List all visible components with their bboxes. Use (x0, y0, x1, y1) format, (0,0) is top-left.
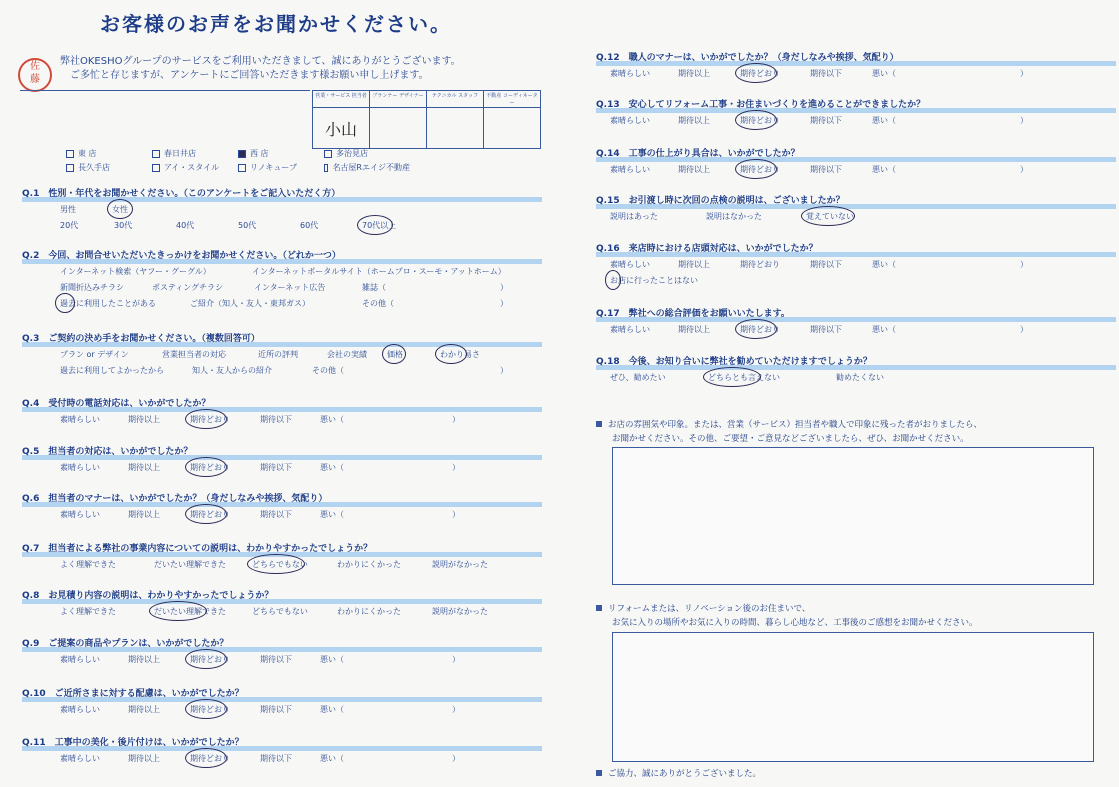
question-11 (22, 735, 542, 764)
answer-option[interactable]: 悪い（ (872, 260, 896, 269)
staff-header-planner: プランナー デザイナー (370, 91, 427, 108)
store-checkbox[interactable] (152, 148, 238, 159)
handwritten-circle-mark (247, 554, 305, 574)
comment-prompt-1-line-1: お店の雰囲気や印象。または、営業（サービス）担当者や職人で印象に残った者がおりましたら、 (608, 420, 983, 430)
answer-option[interactable]: 雑誌（ (362, 283, 386, 292)
answer-option[interactable]: 期待どおり (740, 260, 780, 269)
answer-option[interactable]: その他（ (362, 299, 394, 308)
checkbox-icon (152, 150, 160, 158)
store-checkbox[interactable] (324, 148, 410, 159)
option-row (22, 414, 542, 425)
closing-message (596, 767, 761, 779)
answer-option[interactable]: 悪い（ (320, 754, 344, 763)
answer-option[interactable]: 素晴らしい (610, 165, 650, 174)
question-label (22, 636, 542, 649)
question-label (596, 50, 1116, 63)
question-10 (22, 686, 542, 715)
checkbox-icon (324, 164, 328, 172)
question-text: Q.6 担当者のマナーは、いかがでしたか？（身だしなみや挨拶、気配り） (22, 494, 328, 504)
intro-line-1: 弊社OKESHOグループのサービスをご利用いただきまして、誠にありがとうございます。 (60, 56, 461, 67)
option-row (22, 349, 542, 360)
option-row (22, 559, 542, 570)
question-label (22, 331, 542, 344)
question-text: Q.15 お引渡し時に次回の点検の説明は、ございましたか？ (596, 196, 845, 206)
store-checkbox[interactable] (152, 162, 238, 173)
question-13 (596, 97, 1116, 126)
answer-option[interactable]: 期待どおり (190, 415, 230, 424)
question-16 (596, 241, 1116, 286)
answer-option[interactable]: インターネットポータルサイト（ホームプロ・スーモ・アットホーム） (252, 267, 506, 276)
answer-option[interactable]: ） (452, 510, 460, 519)
answer-option[interactable]: 悪い（ (872, 325, 896, 334)
answer-option[interactable]: ） (500, 299, 508, 308)
question-9 (22, 636, 542, 665)
question-text: Q.14 工事の仕上がり具合は、いかがでしたか？ (596, 149, 800, 159)
option-row (22, 704, 542, 715)
question-label (22, 396, 542, 409)
store-checkbox[interactable] (324, 162, 410, 173)
answer-option[interactable]: 悪い（ (320, 705, 344, 714)
checkbox-icon (152, 164, 160, 172)
answer-option[interactable]: わかりにくかった (337, 560, 401, 569)
store-label: リノキューブ (250, 163, 297, 172)
option-row (22, 753, 542, 764)
answer-option[interactable]: ご紹介（知人・友人・東邦ガス） (190, 299, 310, 308)
answer-option[interactable]: 新聞折込みチラシ (60, 283, 124, 292)
question-label (596, 354, 1116, 367)
question-text: Q.16 来店時における店頭対応は、いかがでしたか？ (596, 244, 818, 254)
stamp-char-top: 佐 (30, 61, 40, 72)
square-bullet-icon (596, 605, 602, 611)
checkbox-icon (238, 164, 246, 172)
answer-option[interactable]: 期待以上 (678, 69, 710, 78)
answer-option[interactable]: 期待どおり (190, 655, 230, 664)
answer-option[interactable]: 素晴らしい (60, 754, 100, 763)
option-row (596, 324, 1116, 335)
staff-header-technical: テクニカル スタッフ (427, 91, 484, 108)
answer-option[interactable]: ） (1020, 116, 1028, 125)
answer-option[interactable]: 期待以下 (260, 655, 292, 664)
answer-option[interactable]: 過去に利用したことがある (60, 299, 156, 308)
comment-prompt-2-line-2: お気に入りの場所やお気に入りの時間、暮らし心地など、工事後のご感想をお聞かせください。 (612, 618, 978, 628)
option-row (22, 654, 542, 665)
answer-option[interactable]: わかりにくかった (337, 607, 401, 616)
answer-option[interactable]: 男性 (60, 205, 76, 214)
handwritten-circle-mark (185, 504, 227, 524)
answer-option[interactable]: よく理解できた (60, 560, 116, 569)
store-list (66, 148, 410, 176)
checkbox-icon (66, 164, 74, 172)
comment-box-2[interactable] (612, 632, 1094, 762)
answer-option[interactable]: わかり易さ (440, 350, 480, 359)
option-row (22, 266, 542, 277)
option-row (22, 509, 542, 520)
question-text: Q.10 ご近所さまに対する配慮は、いかがでしたか？ (22, 689, 244, 699)
question-label (596, 146, 1116, 159)
option-row (22, 220, 542, 231)
answer-option[interactable]: 悪い（ (320, 415, 344, 424)
question-text: Q.17 弊社への総合評価をお願いいたします。 (596, 309, 790, 319)
option-row (22, 282, 542, 293)
staff-value-realestate[interactable] (484, 108, 541, 149)
answer-option[interactable]: 70代以上 (362, 221, 397, 230)
answer-option[interactable]: 素晴らしい (60, 705, 100, 714)
answer-option[interactable]: ） (1020, 260, 1028, 269)
answer-option[interactable]: 会社の実績 (327, 350, 367, 359)
store-label: 春日井店 (164, 149, 196, 158)
answer-option[interactable]: 期待以上 (128, 705, 160, 714)
handwritten-circle-mark (357, 215, 393, 235)
answer-option[interactable]: 50代 (238, 221, 257, 230)
answer-option[interactable]: ） (1020, 165, 1028, 174)
answer-option[interactable]: ポスティングチラシ (152, 283, 224, 292)
handwritten-circle-mark (735, 319, 777, 339)
question-text: Q.12 職人のマナーは、いかがでしたか？（身だしなみや挨拶、気配り） (596, 53, 899, 63)
handwritten-circle-mark (735, 63, 777, 83)
answer-option[interactable]: ） (452, 705, 460, 714)
answer-option[interactable]: 20代 (60, 221, 79, 230)
square-bullet-icon (596, 421, 602, 427)
option-row (596, 259, 1116, 270)
handwritten-circle-mark (185, 699, 227, 719)
question-17 (596, 306, 1116, 335)
answer-option[interactable]: 素晴らしい (610, 325, 650, 334)
answer-option[interactable]: 30代 (114, 221, 133, 230)
answer-option[interactable]: 素晴らしい (60, 655, 100, 664)
answer-option[interactable]: 過去に利用してよかったから (60, 366, 164, 375)
comment-prompt-1 (596, 418, 982, 430)
answer-option[interactable]: 期待以下 (260, 415, 292, 424)
question-label (22, 735, 542, 748)
answer-option[interactable]: 素晴らしい (610, 116, 650, 125)
answer-option[interactable]: 営業担当者の対応 (162, 350, 226, 359)
closing-text: ご協力、誠にありがとうございました。 (608, 769, 762, 779)
answer-option[interactable]: 悪い（ (872, 165, 896, 174)
question-label (596, 306, 1116, 319)
option-row (596, 115, 1116, 126)
handwritten-circle-mark (735, 110, 777, 130)
comment-prompt-1-line-2: お聞かせください。その他、ご要望・ご意見などございましたら、ぜひ、お聞かせください。 (612, 434, 969, 444)
answer-option[interactable]: 素晴らしい (610, 69, 650, 78)
answer-option[interactable]: 勧めたくない (836, 373, 884, 382)
answer-option[interactable]: よく理解できた (60, 607, 116, 616)
answer-option[interactable]: 期待以下 (260, 705, 292, 714)
handwritten-circle-mark (185, 649, 227, 669)
answer-option[interactable]: 悪い（ (320, 655, 344, 664)
answer-option[interactable]: 期待どおり (740, 116, 780, 125)
answer-option[interactable]: 女性 (112, 205, 128, 214)
comment-prompt-2 (596, 602, 810, 614)
answer-option[interactable]: 期待以上 (678, 325, 710, 334)
store-label: アイ・スタイル (164, 163, 220, 172)
answer-option[interactable]: ） (452, 415, 460, 424)
answer-option[interactable]: ） (1020, 325, 1028, 334)
answer-option[interactable]: インターネット広告 (254, 283, 326, 292)
answer-option[interactable]: 期待どおり (190, 510, 230, 519)
answer-option[interactable]: 期待以上 (128, 754, 160, 763)
answer-option[interactable]: 近所の評判 (258, 350, 298, 359)
square-bullet-icon (596, 770, 602, 776)
answer-option[interactable]: 期待どおり (740, 165, 780, 174)
answer-option[interactable]: ） (500, 283, 508, 292)
store-label: 東 店 (78, 149, 97, 158)
answer-option[interactable]: どちらでもない (252, 607, 308, 616)
question-text: Q.18 今後、お知り合いに弊社を勧めていただけますでしょうか？ (596, 357, 872, 367)
option-row (22, 606, 542, 617)
answer-option[interactable]: 悪い（ (320, 463, 344, 472)
question-label (22, 491, 542, 504)
answer-option[interactable]: 期待以上 (678, 165, 710, 174)
option-row (22, 204, 542, 215)
question-8 (22, 588, 542, 617)
answer-option[interactable]: 期待以上 (678, 260, 710, 269)
question-text: Q.2 今回、お問合せいただいたきっかけをお聞かせください。（どれか一つ） (22, 251, 341, 261)
answer-option[interactable]: 期待以下 (810, 325, 842, 334)
question-15 (596, 193, 1116, 222)
answer-option[interactable]: 説明がなかった (432, 607, 488, 616)
handwritten-circle-mark (703, 367, 761, 387)
answer-option[interactable]: どちらでもない (252, 560, 308, 569)
page-title: お客様のお声をお聞かせください。 (100, 12, 452, 36)
option-row (596, 372, 1116, 383)
answer-option[interactable]: 素晴らしい (60, 415, 100, 424)
answer-option[interactable]: 期待どおり (740, 69, 780, 78)
answer-option[interactable]: 期待以下 (810, 165, 842, 174)
answer-option[interactable]: 価格 (387, 350, 403, 359)
question-5 (22, 444, 542, 473)
answer-option[interactable]: 期待以下 (260, 510, 292, 519)
question-1 (22, 186, 542, 231)
answer-option[interactable]: 知人・友人からの紹介 (192, 366, 272, 375)
handwritten-circle-mark (435, 344, 467, 364)
question-6 (22, 491, 542, 520)
handwritten-circle-mark (107, 199, 133, 219)
question-label (596, 97, 1116, 110)
answer-option[interactable]: 期待以上 (128, 463, 160, 472)
answer-option[interactable]: 期待以下 (260, 754, 292, 763)
option-row (22, 462, 542, 473)
answer-option[interactable]: ） (452, 754, 460, 763)
answer-option[interactable]: 説明はあった (610, 212, 658, 221)
option-row (22, 365, 542, 376)
handwritten-circle-mark (382, 344, 406, 364)
answer-option[interactable]: 期待以上 (128, 510, 160, 519)
handwritten-circle-mark (185, 748, 227, 768)
answer-option[interactable]: 期待以下 (260, 463, 292, 472)
handwritten-circle-mark (55, 293, 75, 313)
option-row (596, 211, 1116, 222)
question-text: Q.4 受付時の電話対応は、いかがでしたか？ (22, 399, 211, 409)
staff-table (312, 90, 541, 149)
staff-header-realestate: 不動産 コーディネーター (484, 91, 541, 108)
answer-option[interactable]: 期待以下 (810, 116, 842, 125)
answer-option[interactable]: 悪い（ (872, 116, 896, 125)
question-18 (596, 354, 1116, 383)
answer-option[interactable]: ） (1020, 69, 1028, 78)
question-text: Q.13 安心してリフォーム工事・お住まいづくりを進めることができましたか？ (596, 100, 926, 110)
handwritten-circle-mark (605, 270, 621, 290)
answer-option[interactable]: 期待どおり (190, 463, 230, 472)
question-text: Q.9 ご提案の商品やプランは、いかがでしたか？ (22, 639, 229, 649)
store-checkbox[interactable] (66, 148, 152, 159)
answer-option[interactable]: 素晴らしい (610, 260, 650, 269)
question-text: Q.1 性別・年代をお聞かせください。（このアンケートをご記入いただく方） (22, 189, 341, 199)
answer-option[interactable]: 40代 (176, 221, 195, 230)
handwritten-circle-mark (735, 159, 777, 179)
question-3 (22, 331, 542, 376)
name-line (20, 90, 310, 91)
question-text: Q.3 ご契約の決め手をお聞かせください。（複数回答可） (22, 334, 260, 344)
question-label (22, 248, 542, 261)
option-row (596, 164, 1116, 175)
answer-option[interactable]: 60代 (300, 221, 319, 230)
answer-option[interactable]: インターネット検索（ヤフー・グーグル） (60, 267, 211, 276)
checkbox-icon (66, 150, 74, 158)
question-4 (22, 396, 542, 425)
store-label: 名古屋Rエイジ不動産 (332, 163, 410, 172)
checkbox-icon (324, 150, 332, 158)
question-label (22, 588, 542, 601)
answer-option[interactable]: どちらとも言えない (708, 373, 780, 382)
answer-option[interactable]: 期待どおり (190, 705, 230, 714)
store-label: 西 店 (250, 149, 269, 158)
question-label (22, 541, 542, 554)
question-label (596, 241, 1116, 254)
comment-box-1[interactable] (612, 447, 1094, 585)
answer-option[interactable]: 期待以上 (128, 655, 160, 664)
answer-option[interactable]: 期待以下 (810, 69, 842, 78)
answer-option[interactable]: だいたい理解できた (154, 607, 226, 616)
question-text: Q.5 担当者の対応は、いかがでしたか？ (22, 447, 193, 457)
question-text: Q.11 工事中の美化・後片付けは、いかがでしたか？ (22, 738, 244, 748)
store-checkbox[interactable] (238, 148, 324, 159)
handwritten-circle-mark (801, 206, 855, 226)
staff-header-sales: 営業・サービス 担当者 (313, 91, 370, 108)
handwritten-circle-mark (149, 601, 207, 621)
stamp-char-bottom: 藤 (30, 74, 40, 85)
answer-option[interactable]: ぜひ、勧めたい (610, 373, 666, 382)
store-checkbox[interactable] (238, 162, 324, 173)
option-row (596, 275, 1116, 286)
answer-option[interactable]: 悪い（ (320, 510, 344, 519)
answer-option[interactable]: 説明はなかった (706, 212, 762, 221)
answer-option[interactable]: 覚えていない (806, 212, 854, 221)
option-row (596, 68, 1116, 79)
answer-option[interactable]: 素晴らしい (60, 510, 100, 519)
answer-option[interactable]: 説明がなかった (432, 560, 488, 569)
answer-option[interactable]: お店に行ったことはない (610, 276, 698, 285)
answer-option[interactable]: 期待以上 (128, 415, 160, 424)
question-label (22, 444, 542, 457)
seal-stamp (18, 58, 52, 92)
answer-option[interactable]: 期待どおり (190, 754, 230, 763)
question-7 (22, 541, 542, 570)
question-label (596, 193, 1116, 206)
store-label: 長久手店 (78, 163, 110, 172)
answer-option[interactable]: ） (452, 655, 460, 664)
handwritten-circle-mark (185, 457, 227, 477)
store-label: 多治見店 (336, 149, 368, 158)
answer-option[interactable]: その他（ (312, 366, 344, 375)
question-12 (596, 50, 1116, 79)
staff-value-technical[interactable] (427, 108, 484, 149)
answer-option[interactable]: だいたい理解できた (154, 560, 226, 569)
question-label (22, 186, 542, 199)
answer-option[interactable]: ） (452, 463, 460, 472)
answer-option[interactable]: ） (500, 366, 508, 375)
store-checkbox[interactable] (66, 162, 152, 173)
checkbox-icon (238, 150, 246, 158)
answer-option[interactable]: 期待以上 (678, 116, 710, 125)
handwritten-circle-mark (185, 409, 227, 429)
answer-option[interactable]: 素晴らしい (60, 463, 100, 472)
staff-value-planner[interactable] (370, 108, 427, 149)
comment-prompt-2-line-1: リフォームまたは、リノベーション後のお住まいで、 (608, 604, 811, 614)
answer-option[interactable]: プラン or デザイン (60, 350, 129, 359)
question-text: Q.7 担当者による弊社の事業内容についての説明は、わかりやすかったでしょうか？ (22, 544, 373, 554)
answer-option[interactable]: 期待以下 (810, 260, 842, 269)
question-label (22, 686, 542, 699)
answer-option[interactable]: 悪い（ (872, 69, 896, 78)
question-14 (596, 146, 1116, 175)
question-text: Q.8 お見積り内容の説明は、わかりやすかったでしょうか？ (22, 591, 274, 601)
answer-option[interactable]: 期待どおり (740, 325, 780, 334)
staff-value-sales[interactable]: 小山 (313, 108, 370, 149)
intro-line-2: ご多忙と存じますが、アンケートにご回答いただきます様お願い申し上げます。 (70, 70, 429, 81)
question-2 (22, 248, 542, 309)
option-row (22, 298, 542, 309)
